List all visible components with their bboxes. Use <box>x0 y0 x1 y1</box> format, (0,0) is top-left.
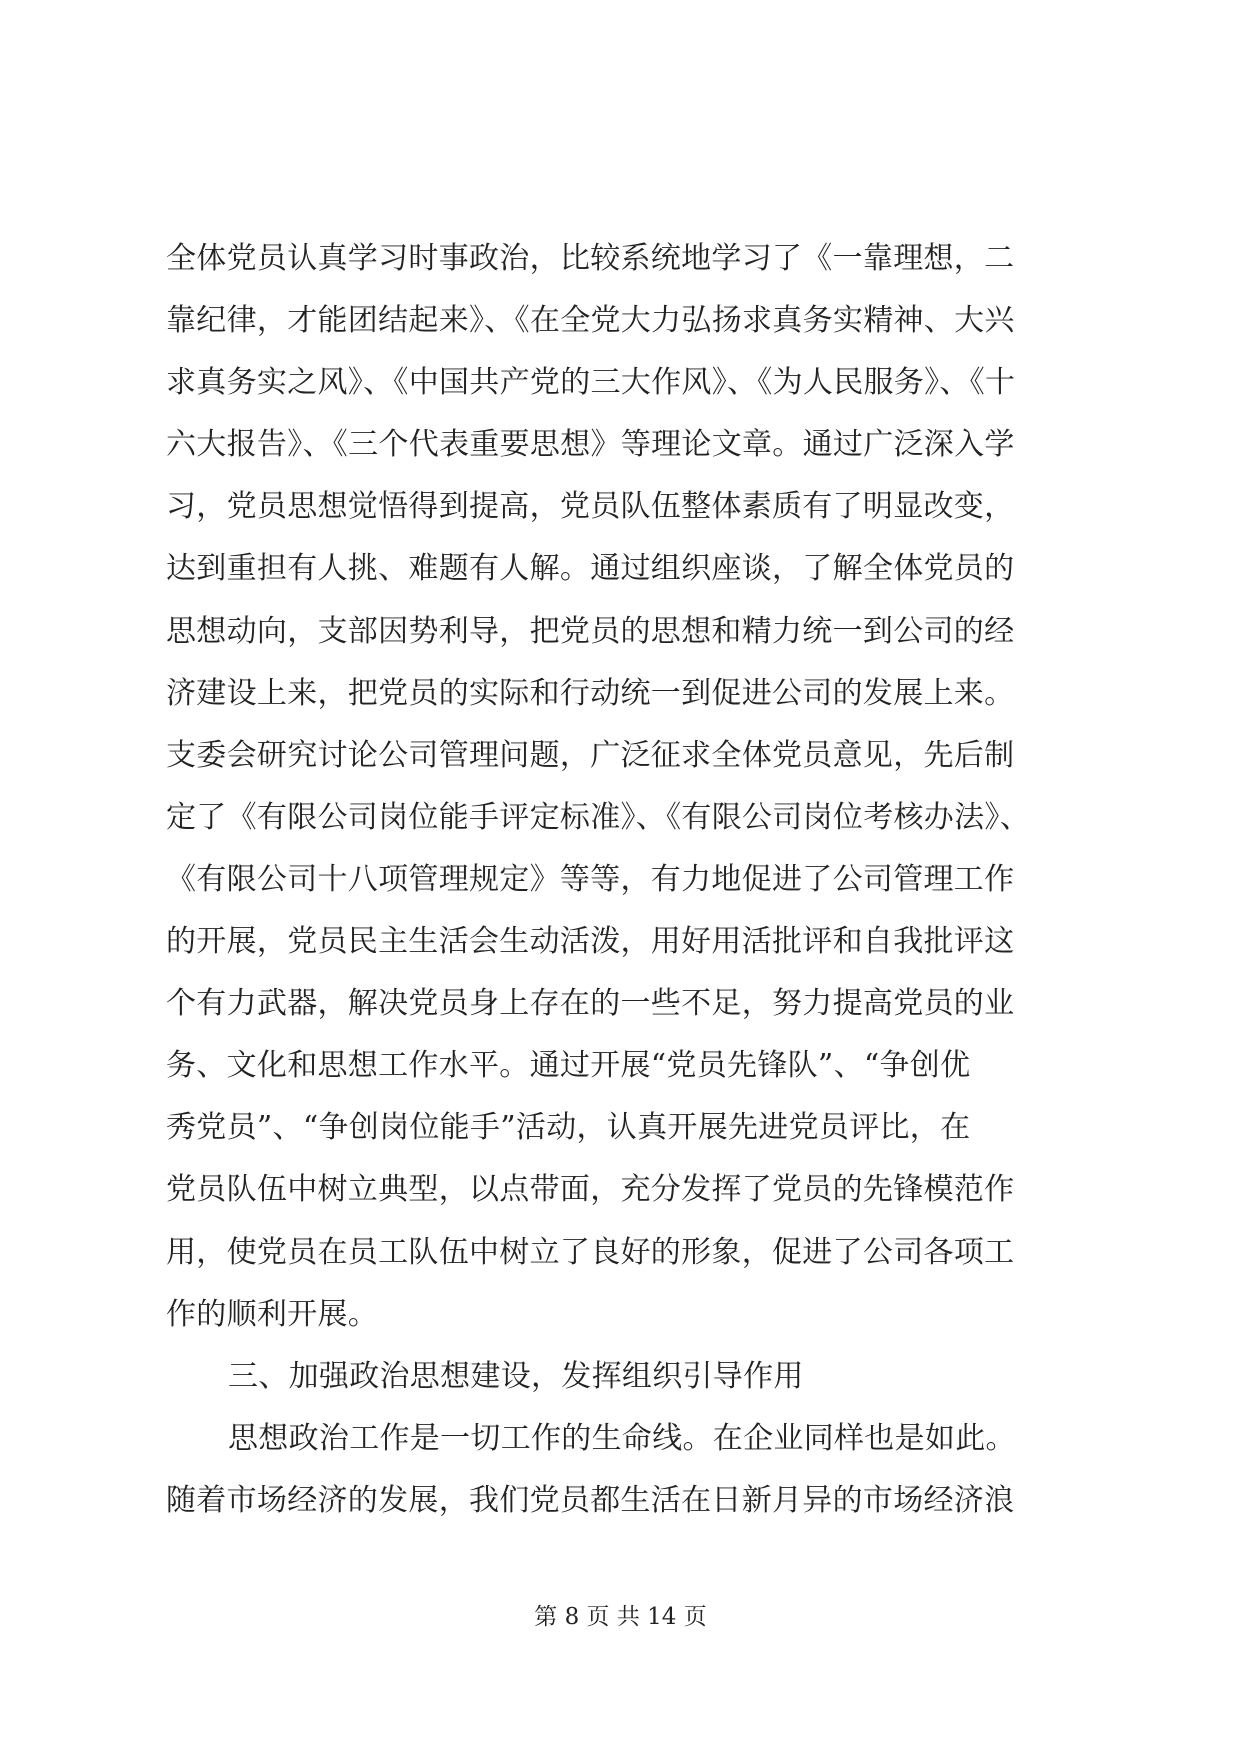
body-line: 党员队伍中树立典型，以点带面，充分发挥了党员的先锋模范作 <box>166 1172 1015 1208</box>
paragraph-first-line: 思想政治工作是一切工作的生命线。在企业同样也是如此。 <box>228 1420 1016 1456</box>
body-line: 秀党员”、“争创岗位能手”活动，认真开展先进党员评比，在 <box>166 1110 971 1146</box>
document-body <box>166 228 1106 1532</box>
body-line: 全体党员认真学习时事政治，比较系统地学习了《一靠理想，二 <box>166 241 1015 276</box>
body-line: 用，使党员在员工队伍中树立了良好的形象，促进了公司各项工 <box>166 1234 1015 1270</box>
body-line: 定了《有限公司岗位能手评定标准》、《有限公司岗位考核办法》、 <box>166 799 1030 835</box>
body-line: 支委会研究讨论公司管理问题，广泛征求全体党员意见，先后制 <box>166 737 1015 773</box>
body-line: 思想动向，支部因势利导，把党员的思想和精力统一到公司的经 <box>166 613 1015 649</box>
body-line: 作的顺利开展。 <box>166 1296 379 1332</box>
body-line: 六大报告》、《三个代表重要思想》等理论文章。通过广泛深入学 <box>166 427 1015 463</box>
body-line: 靠纪律，才能团结起来》、《在全党大力弘扬求真务实精神、大兴 <box>166 303 1015 339</box>
body-line: 的开展，党员民主生活会生动活泼，用好用活批评和自我批评这 <box>166 924 1015 960</box>
body-line: 求真务实之风》、《中国共产党的三大作风》、《为人民服务》、《十 <box>166 365 1016 401</box>
page-number-footer: 第 8 页 共 14 页 <box>534 1604 707 1630</box>
body-line: 达到重担有人挑、难题有人解。通过组织座谈，了解全体党员的 <box>166 551 1015 587</box>
body-line: 务、文化和思想工作水平。通过开展“党员先锋队”、“争创优 <box>166 1048 971 1084</box>
paragraph-line: 随着市场经济的发展，我们党员都生活在日新月异的市场经济浪 <box>166 1482 1015 1518</box>
body-line: 《有限公司十八项管理规定》等等，有力地促进了公司管理工作 <box>166 861 1015 897</box>
body-line: 习，党员思想觉悟得到提高，党员队伍整体素质有了明显改变， <box>166 489 1015 525</box>
body-line: 济建设上来，把党员的实际和行动统一到促进公司的发展上来。 <box>166 675 1015 711</box>
section-heading: 三、加强政治思想建设，发挥组织引导作用 <box>228 1358 804 1394</box>
body-line: 个有力武器，解决党员身上存在的一些不足，努力提高党员的业 <box>166 986 1015 1022</box>
